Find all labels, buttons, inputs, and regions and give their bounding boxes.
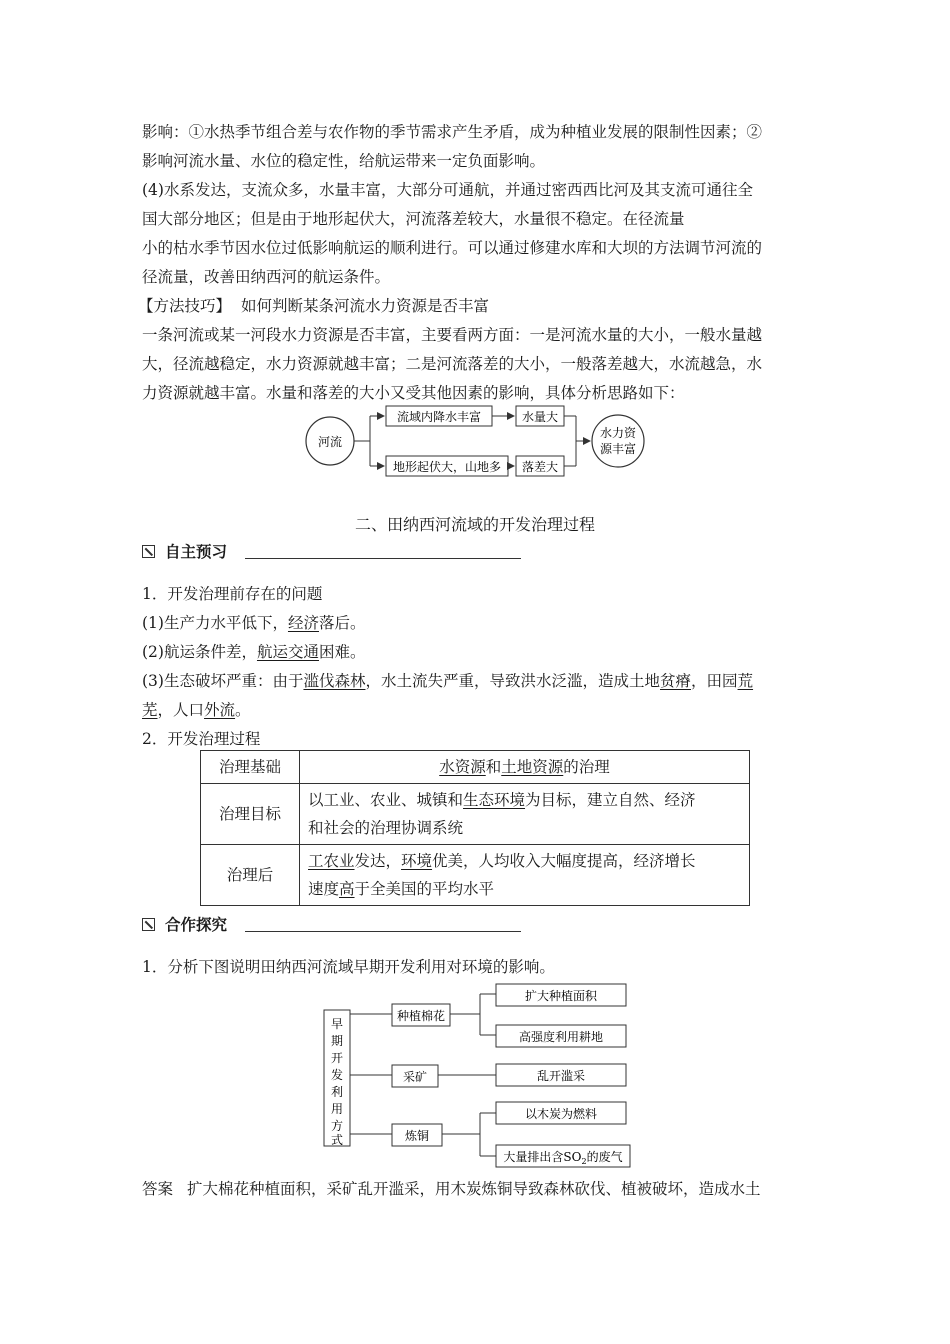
text: 的废气 bbox=[586, 1150, 623, 1164]
answer-blank: 荒 bbox=[737, 672, 754, 690]
row-value bbox=[300, 845, 750, 906]
text-line: (4)水系发达，支流众多，水量丰富，大部分可通航，并通过密西西比河及其支流可通往全 bbox=[142, 181, 753, 199]
question-1: 1．开发治理前存在的问题 bbox=[142, 585, 323, 603]
text: 发达， bbox=[354, 852, 402, 870]
text: (2)航运条件差， bbox=[142, 643, 257, 661]
section-title: 二、田纳西河流域的开发治理过程 bbox=[354, 515, 595, 534]
section-marker-icon bbox=[142, 545, 155, 558]
text: 于全美国的平均水平 bbox=[354, 880, 495, 898]
table-row bbox=[201, 845, 750, 906]
answer-label: 答案 bbox=[142, 1180, 174, 1198]
inquiry-header bbox=[142, 910, 227, 938]
branch-3-label: 炼铜 bbox=[404, 1129, 430, 1143]
branch-2-label: 采矿 bbox=[402, 1070, 428, 1084]
inquiry-question: 1．分析下图说明田纳西河流域早期开发利用对环境的影响。 bbox=[142, 958, 555, 976]
text-line: 小的枯水季节因水位过低影响航运的顺利进行。可以通过修建水库和大坝的方法调节河流的 bbox=[142, 239, 763, 257]
paragraph-impact bbox=[138, 118, 810, 408]
answer-blank: 滥伐森林 bbox=[303, 672, 366, 690]
header-rule bbox=[245, 558, 521, 559]
method-tip-label: 【方法技巧】 bbox=[138, 297, 232, 315]
text: 和社会的治理协调系统 bbox=[308, 819, 464, 837]
root-char: 式 bbox=[330, 1133, 344, 1147]
root-char: 方 bbox=[330, 1119, 344, 1133]
text-line: 国大部分地区；但是由于地形起伏大，河流落差较大，水量很不稳定。在径流量 bbox=[142, 210, 685, 228]
answer-blank: 外流 bbox=[204, 701, 236, 719]
method-tip-heading bbox=[138, 292, 810, 321]
row-value bbox=[300, 751, 750, 784]
row-key: 治理基础 bbox=[201, 751, 300, 784]
answer-blank: 贫瘠 bbox=[660, 672, 692, 690]
text: ，水土流失严重，导致洪水泛滥，造成土地 bbox=[365, 672, 660, 690]
text: ，人口 bbox=[157, 701, 205, 719]
text: (3)生态破坏严重：由于 bbox=[142, 672, 304, 690]
preview-header bbox=[142, 537, 227, 565]
text-line: 径流量，改善田纳西河的航运条件。 bbox=[142, 268, 391, 286]
text: 为目标，建立自然、经济 bbox=[525, 791, 696, 809]
text: 困难。 bbox=[318, 643, 366, 661]
text: 优美，人均收入大幅度提高，经济增长 bbox=[432, 852, 696, 870]
text-line: 大，径流越稳定，水力资源就越丰富；二是河流落差的大小，一般落差越大，水流越急，水 bbox=[142, 355, 763, 373]
text-line: 力资源就越丰富。水量和落差的大小又受其他因素的影响，具体分析思路如下： bbox=[142, 384, 685, 402]
text-line: 一条河流或某一河段水力资源是否丰富，主要看两方面：一是河流水量的大小，一般水量越 bbox=[142, 326, 763, 344]
text: ，田园 bbox=[691, 672, 738, 690]
outcome-node bbox=[592, 415, 644, 467]
result-label-so2 bbox=[503, 1149, 622, 1166]
river-label: 河流 bbox=[317, 435, 343, 449]
row-key: 治理后 bbox=[201, 845, 300, 906]
result-label: 乱开滥采 bbox=[536, 1069, 586, 1083]
subscript: 2 bbox=[581, 1157, 587, 1166]
text: 的治理 bbox=[563, 758, 610, 776]
answer-blank: 高 bbox=[339, 880, 355, 898]
text: 速度 bbox=[308, 880, 340, 898]
answer-blank: 工农业 bbox=[308, 852, 355, 870]
outcome-label-line2: 源丰富 bbox=[599, 442, 637, 456]
governance-table bbox=[200, 750, 750, 906]
text: 落后。 bbox=[318, 614, 366, 632]
row-value bbox=[300, 784, 750, 845]
text-line: 影响河流水量、水位的稳定性，给航运带来一定负面影响。 bbox=[142, 152, 546, 170]
problem-item bbox=[142, 667, 810, 696]
answer-blank: 生态环境 bbox=[463, 791, 526, 809]
root-char: 用 bbox=[330, 1102, 344, 1116]
result-label: 扩大种植面积 bbox=[524, 989, 598, 1003]
preview-content bbox=[142, 580, 810, 754]
bottom-result-label: 落差大 bbox=[521, 460, 559, 474]
header-rule bbox=[245, 931, 521, 932]
root-label bbox=[331, 1017, 343, 1147]
table-row bbox=[201, 784, 750, 845]
answer bbox=[142, 1175, 810, 1204]
hydropower-flow-diagram bbox=[300, 400, 680, 488]
text: 。 bbox=[235, 701, 251, 719]
text: 以工业、农业、城镇和 bbox=[308, 791, 464, 809]
root-char: 发 bbox=[330, 1068, 344, 1082]
root-char: 开 bbox=[330, 1051, 344, 1065]
root-char: 早 bbox=[330, 1017, 344, 1031]
section-marker-icon bbox=[142, 918, 155, 931]
answer-blank: 经济 bbox=[287, 614, 319, 632]
early-development-diagram bbox=[320, 982, 640, 1172]
result-label: 以木炭为燃料 bbox=[524, 1107, 598, 1121]
result-label: 高强度利用耕地 bbox=[518, 1030, 604, 1044]
question-2: 2．开发治理过程 bbox=[142, 730, 261, 748]
preview-header-label: 自主预习 bbox=[165, 543, 228, 561]
answer-blank: 航运交通 bbox=[256, 643, 319, 661]
top-cause-label: 流域内降水丰富 bbox=[396, 410, 482, 424]
answer-blank: 芜 bbox=[142, 701, 158, 719]
answer-line bbox=[142, 1175, 810, 1204]
top-result-label: 水量大 bbox=[521, 410, 559, 424]
problem-item-cont bbox=[142, 696, 810, 725]
bottom-cause-label: 地形起伏大，山地多 bbox=[392, 460, 502, 474]
branch-1-label: 种植棉花 bbox=[396, 1009, 446, 1023]
row-key: 治理目标 bbox=[201, 784, 300, 845]
problem-item bbox=[142, 638, 810, 667]
table-row bbox=[201, 751, 750, 784]
root-char: 期 bbox=[330, 1034, 344, 1048]
method-tip-title: 如何判断某条河流水力资源是否丰富 bbox=[241, 297, 490, 315]
text-line: 影响：①水热季节组合差与农作物的季节需求产生矛盾，成为种植业发展的限制性因素；② bbox=[142, 123, 763, 141]
answer-blank: 水资源 bbox=[439, 758, 486, 776]
outcome-label-line1: 水力资 bbox=[599, 426, 637, 440]
answer-blank: 土地资源 bbox=[501, 758, 564, 776]
text: (1)生产力水平低下， bbox=[142, 614, 288, 632]
inquiry-header-label: 合作探究 bbox=[165, 916, 228, 934]
answer-blank: 环境 bbox=[401, 852, 433, 870]
text: 和 bbox=[485, 758, 502, 776]
problem-item bbox=[142, 609, 810, 638]
text: 大量排出含SO bbox=[503, 1150, 582, 1164]
answer-text: 扩大棉花种植面积，采矿乱开滥采，用木炭炼铜导致森林砍伐、植被破坏，造成水土 bbox=[187, 1180, 761, 1198]
root-char: 利 bbox=[330, 1085, 344, 1099]
